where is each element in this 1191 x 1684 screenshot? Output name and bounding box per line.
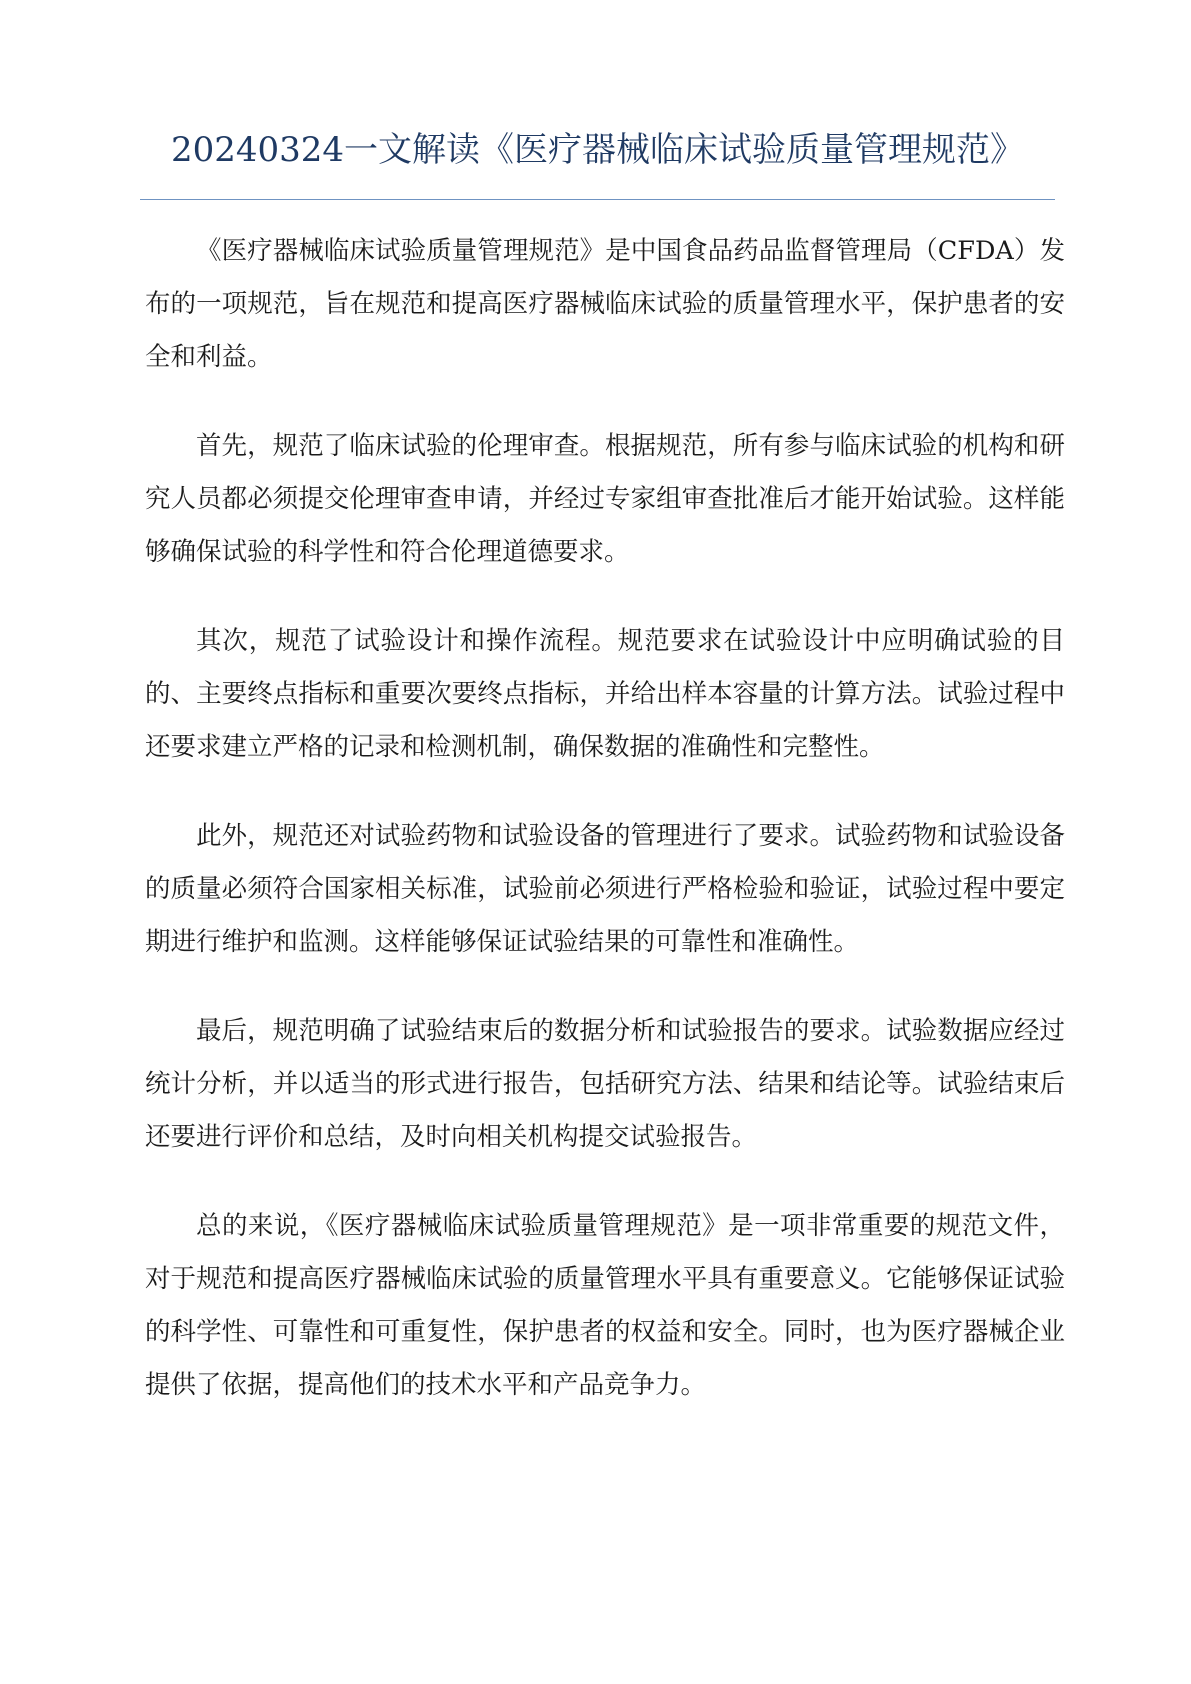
paragraph-intro: 《医疗器械临床试验质量管理规范》是中国食品药品监督管理局（CFDA）发布的一项规范，旨在规范和提高医疗器械临床试验的质量管理水平，保护患者的安全和利益。 [145, 236, 1065, 372]
paragraph-trial-design: 其次，规范了试验设计和操作流程。规范要求在试验设计中应明确试验的目的、主要终点指标和重要次要终点指标，并给出样本容量的计算方法。试验过程中还要求建立严格的记录和检测机制，确保数据的准确性和完整性。 [145, 626, 1065, 762]
paragraph-drug-device-management: 此外，规范还对试验药物和试验设备的管理进行了要求。试验药物和试验设备的质量必须符合国家相关标准，试验前必须进行严格检验和验证，试验过程中要定期进行维护和监测。这样能够保证试验结果的可靠性和准确性。 [145, 821, 1065, 957]
paragraph-conclusion: 总的来说，《医疗器械临床试验质量管理规范》是一项非常重要的规范文件，对于规范和提高医疗器械临床试验的质量管理水平具有重要意义。它能够保证试验的科学性、可靠性和可重复性，保护患者的权益和安全。同时，也为医疗器械企业提供了依据，提高他们的技术水平和产品竞争力。 [145, 1211, 1065, 1400]
document-body [145, 225, 1065, 1448]
document-title: 20240324一文解读《医疗器械临床试验质量管理规范》 [170, 130, 1025, 170]
paragraph-data-analysis: 最后，规范明确了试验结束后的数据分析和试验报告的要求。试验数据应经过统计分析，并以适当的形式进行报告，包括研究方法、结果和结论等。试验结束后还要进行评价和总结，及时向相关机构提交试验报告。 [145, 1016, 1065, 1152]
paragraph-ethics-review: 首先，规范了临床试验的伦理审查。根据规范，所有参与临床试验的机构和研究人员都必须提交伦理审查申请，并经过专家组审查批准后才能开始试验。这样能够确保试验的科学性和符合伦理道德要求。 [145, 431, 1065, 567]
title-divider [140, 199, 1055, 200]
